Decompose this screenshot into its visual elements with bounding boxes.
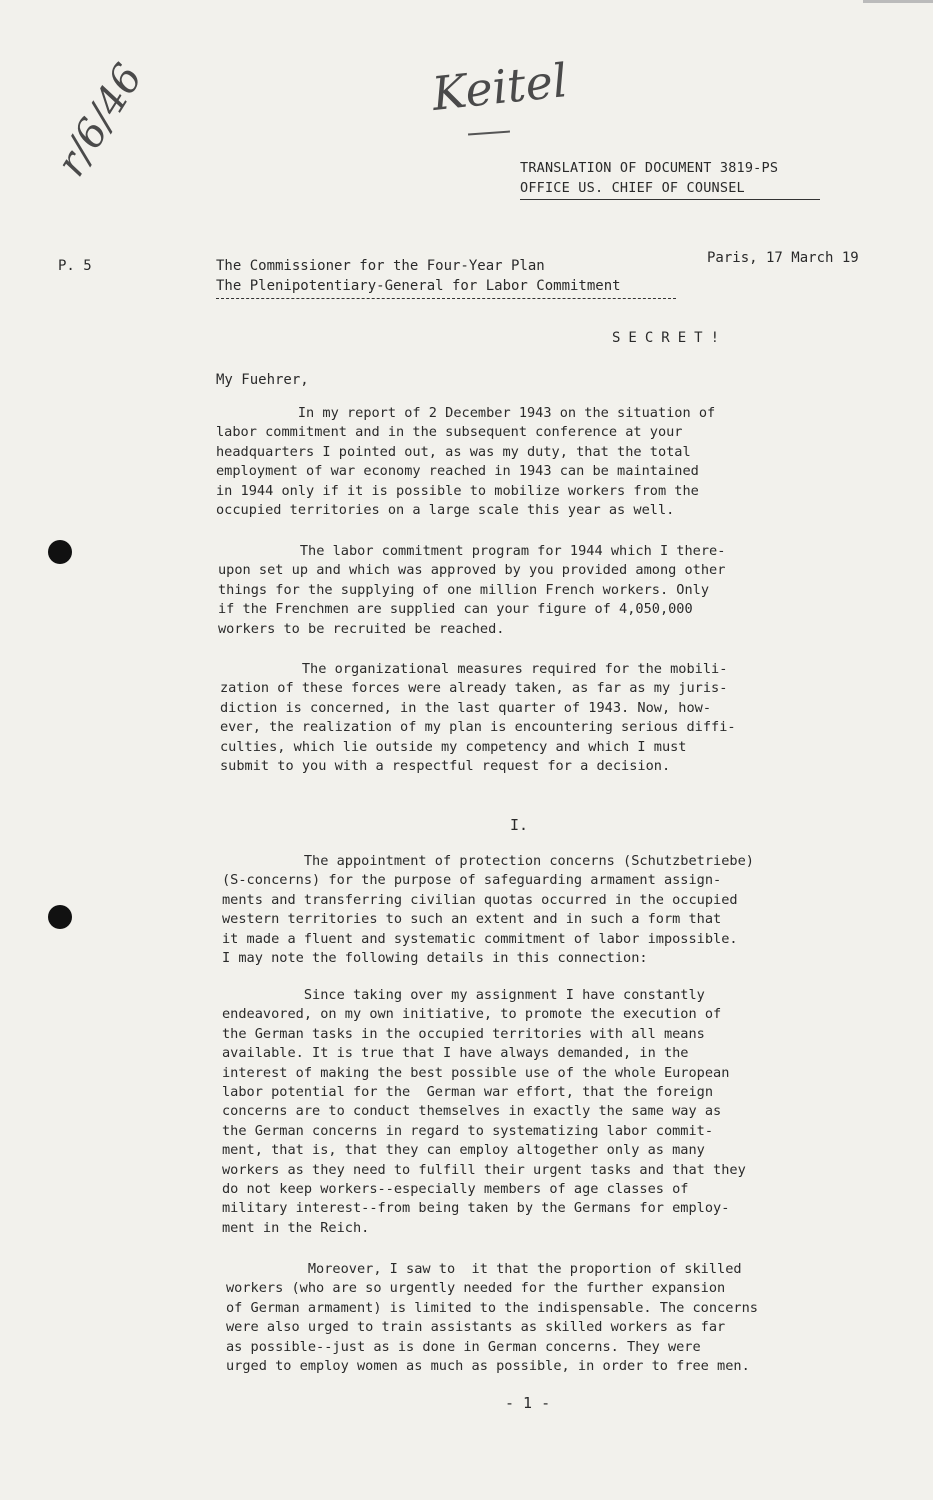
paragraph-6: Moreover, I saw to it that the proportion of skilled workers (who are so urgently needed for the further expansion of German armament) is limited to the indispensable. The concerns were also urged to train assistants as skilled workers as far as possible--just as is done in German concerns. They were urged to employ women as much as possible, in order to free men.: [226, 1261, 758, 1375]
punch-hole: [48, 540, 72, 564]
paragraph-5: Since taking over my assignment I have constantly endeavored, on my own initiative, to promote the execution of the German tasks in the occupied territories with all means available. It is true that I have always demanded, in the interest of making the best possible use of the whole European labor potential for the German war effort, that the foreign concerns are to conduct themselves in exactly the same way as the German concerns in regard to systematizing labor commit- ment, that is, that they can employ altogether only as many workers as they need to fulfill their urgent tasks and that they do not keep workers--especially members of age classes of military interest--from being taken by the Germans for employ- ment in the Reich.: [222, 987, 746, 1236]
office-line-2: The Plenipotentiary-General for Labor Commitment: [216, 278, 621, 294]
paragraph-4: The appointment of protection concerns (Schutzbetriebe) (S-concerns) for the purpose of safeguarding armament assign- ments and transferring civilian quotas occurred in the occupied western territories to such an extent and in such a form that it made a fluent and systematic commitment of labor impossible. I may note the following details in this connection:: [222, 853, 754, 967]
handwritten-signature: Keitel: [429, 53, 570, 121]
header-line-2: OFFICE US. CHIEF OF COUNSEL: [520, 178, 820, 200]
paragraph-3: The organizational measures required for the mobili- zation of these forces were already taken, as far as my juris- diction is concerned, in the last quarter of 1943. Now, how- ever, the realization of my plan is encountering serious diffi- culties, which lie outside my competency and which I must submit to you with a respectful request for a decision.: [220, 661, 736, 775]
office-line-1: The Commissioner for the Four-Year Plan: [216, 258, 545, 274]
dashed-divider: [216, 298, 676, 299]
signature-underline: [468, 131, 510, 136]
section-number: I.: [510, 816, 529, 834]
paragraph-2: The labor commitment program for 1944 which I there- upon set up and which was approved by you provided among other things for the supplying of one million French workers. Only if the Frenchmen are supplied can your figure of 4,050,000 workers to be recruited be reached.: [218, 543, 726, 637]
punch-hole: [48, 905, 72, 929]
secret-marking: SECRET!: [612, 330, 728, 346]
header-line-1: TRANSLATION OF DOCUMENT 3819-PS: [520, 160, 779, 176]
footer-page-number: - 1 -: [505, 1394, 551, 1412]
office-heading: [216, 256, 621, 296]
translation-header: [520, 158, 820, 200]
place-date: Paris, 17 March 19: [707, 250, 859, 266]
paragraph-1: In my report of 2 December 1943 on the situation of labor commitment and in the subsequent conference at your headquarters I pointed out, as was my duty, that the total employment of war economy reached in 1943 can be maintained in 1944 only if it is possible to mobilize workers from the occupied territories on a large scale this year as well.: [216, 405, 716, 519]
page-edge: [863, 0, 933, 3]
salutation: My Fuehrer,: [216, 372, 309, 388]
handwritten-date-note: r/6/46: [48, 56, 152, 185]
page-label: P. 5: [58, 258, 92, 274]
